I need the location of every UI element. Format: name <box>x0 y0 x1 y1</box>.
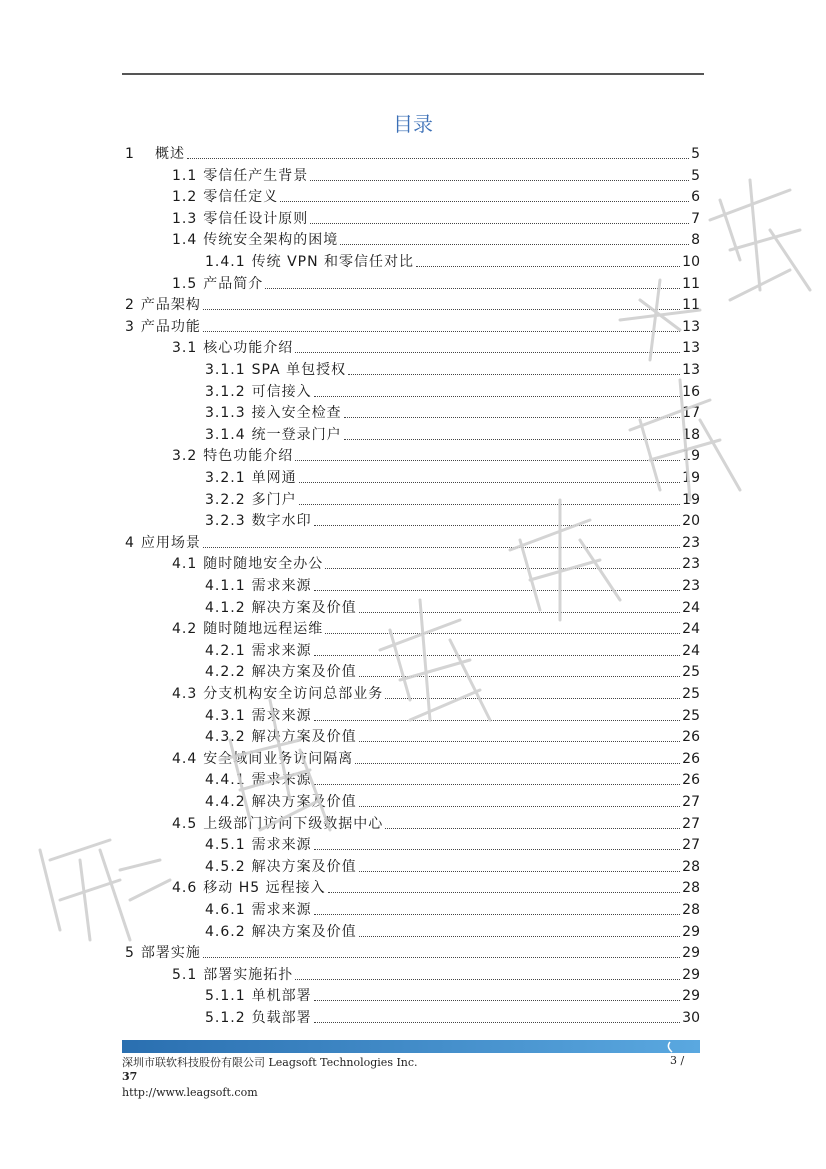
toc-leader-dots <box>265 288 680 289</box>
toc-entry[interactable] <box>205 510 700 530</box>
toc-entry-page: 27 <box>682 837 700 854</box>
toc-entry-label <box>205 404 342 422</box>
toc-entry-number: 4.3.1 <box>205 707 246 724</box>
toc-entry-text: 解决方案及价值 <box>251 599 357 616</box>
toc-entry-label <box>205 771 312 789</box>
toc-entry[interactable] <box>205 424 700 444</box>
toc-entry-number: 3.2 <box>172 448 198 465</box>
toc-entry-label <box>172 275 263 293</box>
toc-entry-number: 1.2 <box>172 189 198 206</box>
toc-leader-dots <box>355 763 680 764</box>
toc-leader-dots <box>314 914 681 915</box>
toc-entry-page: 24 <box>682 642 700 659</box>
toc-leader-dots <box>295 460 680 461</box>
toc-entry[interactable] <box>205 467 700 487</box>
toc-entry-text: 单网通 <box>251 470 297 486</box>
toc-leader-dots <box>314 655 681 656</box>
toc-leader-dots <box>359 612 681 613</box>
header-rule <box>122 73 704 75</box>
footer-url[interactable]: http://www.leagsoft.com <box>122 1086 258 1099</box>
toc-entry-label <box>125 318 201 336</box>
toc-entry-text: 需求来源 <box>251 772 312 789</box>
toc-entry-label <box>205 426 342 444</box>
toc-entry-page: 27 <box>682 794 700 810</box>
toc-entry[interactable] <box>205 705 700 725</box>
toc-entry-page: 6 <box>691 189 700 206</box>
toc-entry-number: 3.1.2 <box>205 383 246 400</box>
toc-entry-label <box>172 167 308 185</box>
toc-entry-text: 需求来源 <box>251 707 312 724</box>
toc-entry-label <box>172 815 383 833</box>
toc-entry-text: 部署实施 <box>140 945 201 962</box>
toc-entry-number: 1.4 <box>172 232 198 249</box>
toc-entry[interactable] <box>172 683 700 703</box>
toc-entry-page: 26 <box>682 772 700 789</box>
toc-leader-dots <box>314 784 681 785</box>
footer-bar <box>122 1040 700 1053</box>
toc-entry-page: 11 <box>682 275 700 292</box>
toc-entry-text: 数字水印 <box>251 513 312 530</box>
toc-entry[interactable] <box>205 402 700 422</box>
toc-entry-text: 解决方案及价值 <box>251 923 357 940</box>
toc-entry[interactable] <box>172 229 700 249</box>
toc-entry-label <box>205 901 312 919</box>
toc-entry-number: 4.5.2 <box>205 858 246 875</box>
toc-entry-text: 需求来源 <box>251 902 312 918</box>
toc-entry-label <box>205 599 357 617</box>
toc-entry[interactable] <box>205 985 700 1005</box>
toc-entry-text: 负载部署 <box>251 1010 312 1026</box>
toc-entry-label <box>205 836 312 854</box>
toc-leader-dots <box>203 331 680 332</box>
toc-entry[interactable] <box>172 618 700 638</box>
toc-entry-page: 13 <box>682 362 700 378</box>
toc-entry-text: 随时随地远程运维 <box>203 621 324 638</box>
toc-entry-number: 4.4 <box>172 750 198 767</box>
toc-entry-page: 29 <box>682 945 700 962</box>
toc-entry-page: 25 <box>682 707 700 724</box>
toc-leader-dots <box>314 720 681 721</box>
toc-entry-text: 安全域间业务访问隔离 <box>203 750 354 767</box>
toc-entry-label <box>205 858 357 876</box>
toc-entry-number: 4.1 <box>172 556 198 573</box>
toc-entry-page: 25 <box>682 686 700 702</box>
toc-entry-number: 4.6.1 <box>205 902 246 918</box>
toc-entry-text: 部署实施拓扑 <box>203 966 294 983</box>
toc-entry-text: 应用场景 <box>140 534 201 551</box>
toc-leader-dots <box>310 180 689 181</box>
toc-entry-text: 随时随地安全办公 <box>203 556 324 573</box>
toc-entry-label <box>125 145 185 163</box>
toc-entry-text: 产品架构 <box>140 297 201 314</box>
toc-entry-page: 16 <box>682 383 700 400</box>
page-title: 目录 <box>393 112 433 136</box>
toc-entry[interactable] <box>125 143 700 163</box>
toc-leader-dots <box>385 828 680 829</box>
toc-entry-number: 4.5 <box>172 815 198 832</box>
toc-entry[interactable] <box>125 532 700 552</box>
toc-leader-dots <box>203 957 680 958</box>
toc-leader-dots <box>348 374 680 375</box>
toc-entry[interactable] <box>172 553 700 573</box>
toc-entry-label <box>172 231 338 249</box>
toc-entry-label <box>205 577 312 595</box>
toc-entry-label <box>125 944 201 962</box>
toc-entry[interactable] <box>172 337 700 357</box>
toc-entry[interactable] <box>205 856 700 876</box>
toc-entry[interactable] <box>172 165 700 185</box>
toc-entry-label <box>205 383 312 401</box>
toc-entry[interactable] <box>205 899 700 919</box>
toc-entry-page: 19 <box>682 448 700 465</box>
toc-leader-dots <box>359 806 681 807</box>
toc-entry-page: 20 <box>682 513 700 530</box>
toc-entry-text: 零信任定义 <box>203 189 279 206</box>
toc-leader-dots <box>203 309 680 310</box>
toc-entry-page: 5 <box>691 146 700 162</box>
toc-entry-number: 5 <box>125 945 135 962</box>
toc-entry-number: 3.2.3 <box>205 513 246 530</box>
toc-entry-label <box>172 966 293 984</box>
toc-entry[interactable] <box>172 748 700 768</box>
toc-entry-text: 解决方案及价值 <box>251 729 357 746</box>
toc-entry-number: 4.5.1 <box>205 837 246 854</box>
toc-entry-label <box>205 987 312 1005</box>
toc-entry[interactable] <box>205 597 700 617</box>
toc-entry-label <box>205 512 312 530</box>
toc-entry-number: 4.6 <box>172 880 198 897</box>
toc-entry-label <box>205 642 312 660</box>
toc-entry-label <box>205 1009 312 1027</box>
toc-leader-dots <box>314 1000 681 1001</box>
toc-entry-page: 29 <box>682 923 700 940</box>
toc-entry-number: 4.4.2 <box>205 794 246 810</box>
toc-entry-text: 解决方案及价值 <box>251 794 357 810</box>
toc-leader-dots <box>359 871 681 872</box>
toc-entry[interactable] <box>205 251 700 271</box>
toc-entry-number: 3.2.2 <box>205 491 246 508</box>
toc-entry-label <box>172 339 293 357</box>
toc-entry-text: 传统安全架构的困境 <box>203 232 339 249</box>
toc-entry-label <box>125 296 201 314</box>
toc-entry-page: 23 <box>682 534 700 551</box>
toc-entry-page: 19 <box>682 491 700 508</box>
toc-entry-text: 单机部署 <box>251 988 312 1005</box>
footer-page-total: 37 <box>122 1070 138 1083</box>
toc-entry-page: 27 <box>682 815 700 832</box>
footer-page-number: 3 / <box>670 1054 685 1067</box>
toc-entry-label <box>205 728 357 746</box>
toc-entry-page: 28 <box>682 902 700 918</box>
toc-entry-text: 接入安全检查 <box>251 405 342 422</box>
toc-entry-number: 5.1.1 <box>205 988 246 1005</box>
toc-entry-label <box>172 447 293 465</box>
toc-entry[interactable] <box>205 489 700 509</box>
toc-leader-dots <box>187 158 689 159</box>
toc-leader-dots <box>280 201 689 202</box>
toc-entry-number: 3.1.1 <box>205 362 246 378</box>
toc-leader-dots <box>314 396 681 397</box>
toc-entry-page: 26 <box>682 729 700 746</box>
toc-entry-page: 28 <box>682 858 700 875</box>
toc-entry-page: 5 <box>691 167 700 184</box>
toc-leader-dots <box>299 504 681 505</box>
toc-entry-page: 17 <box>682 405 700 422</box>
toc-entry[interactable] <box>205 726 700 746</box>
toc-entry-text: 产品功能 <box>140 318 201 335</box>
toc-leader-dots <box>314 1022 681 1023</box>
toc-entry-number: 4.2 <box>172 621 198 638</box>
toc-entry-number: 4.3 <box>172 686 198 702</box>
toc-entry-label <box>205 923 357 941</box>
toc-entry-text: 传统 VPN 和零信任对比 <box>251 254 415 270</box>
toc-entry-number: 1 <box>125 146 135 162</box>
toc-entry-text: 统一登录门户 <box>251 426 342 443</box>
toc-leader-dots <box>328 892 681 893</box>
toc-entry[interactable] <box>172 208 700 228</box>
toc-entry-text: 上级部门访问下级数据中心 <box>203 815 384 832</box>
toc-entry-number: 5.1 <box>172 966 198 983</box>
toc-entry-number: 4.3.2 <box>205 729 246 746</box>
toc-entry-label <box>172 685 383 703</box>
toc-entry-page: 29 <box>682 966 700 983</box>
toc-entry-page: 19 <box>682 470 700 486</box>
toc-entry-label <box>205 253 414 271</box>
toc-entry[interactable] <box>125 942 700 962</box>
toc-entry-text: 解决方案及价值 <box>251 858 357 875</box>
toc-entry-text: 零信任产生背景 <box>203 167 309 184</box>
toc-entry[interactable] <box>125 294 700 314</box>
toc-entry-text: 移动 H5 远程接入 <box>203 880 326 897</box>
toc-leader-dots <box>295 979 680 980</box>
toc-entry-label <box>172 750 353 768</box>
toc-entry-label <box>172 188 278 206</box>
toc-entry-text: 概述 <box>155 146 185 162</box>
toc-entry-page: 28 <box>682 880 700 897</box>
toc-entry-label <box>205 707 312 725</box>
toc-leader-dots <box>416 266 680 267</box>
toc-leader-dots <box>359 676 681 677</box>
toc-entry-label <box>172 210 308 228</box>
toc-leader-dots <box>295 352 680 353</box>
toc-entry-number: 5.1.2 <box>205 1010 246 1026</box>
toc-entry-number: 4.1.2 <box>205 599 246 616</box>
toc-entry-number: 4 <box>125 534 135 551</box>
toc-entry-number: 4.1.1 <box>205 578 246 594</box>
toc-entry-text: 核心功能介绍 <box>203 340 294 357</box>
toc-entry-page: 24 <box>682 599 700 616</box>
toc-entry-label <box>205 793 357 811</box>
toc-entry-number: 4.6.2 <box>205 923 246 940</box>
toc-entry-text: 分支机构安全访问总部业务 <box>203 686 384 702</box>
toc-entry-number: 3.1.4 <box>205 426 246 443</box>
toc-entry-text: 零信任设计原则 <box>203 210 309 227</box>
toc-leader-dots <box>359 936 681 937</box>
toc-entry-number: 3.1 <box>172 340 198 357</box>
toc-entry[interactable] <box>205 1007 700 1027</box>
toc-entry-text: 需求来源 <box>251 837 312 854</box>
toc-entry[interactable] <box>205 381 700 401</box>
toc-entry-page: 29 <box>682 988 700 1005</box>
toc-entry-page: 11 <box>682 297 700 314</box>
toc-entry-text: 多门户 <box>251 491 297 508</box>
toc-entry-page: 30 <box>682 1010 700 1026</box>
toc-entry-number: 3.1.3 <box>205 405 246 422</box>
toc-entry-page: 7 <box>691 210 700 227</box>
toc-entry-label <box>205 361 346 379</box>
toc-entry-text: 需求来源 <box>251 642 312 659</box>
toc-entry[interactable] <box>172 813 700 833</box>
toc-entry-number: 2 <box>125 297 135 314</box>
toc-leader-dots <box>314 590 681 591</box>
toc-entry[interactable] <box>205 359 700 379</box>
toc-entry-page: 13 <box>682 340 700 357</box>
toc-entry[interactable] <box>125 316 700 336</box>
toc-entry-number: 1.4.1 <box>205 254 246 270</box>
toc-entry[interactable] <box>172 186 700 206</box>
toc-entry-page: 13 <box>682 318 700 335</box>
toc-entry[interactable] <box>172 273 700 293</box>
toc-entry-page: 23 <box>682 556 700 573</box>
toc-entry-number: 4.4.1 <box>205 772 246 789</box>
toc-entry[interactable] <box>205 575 700 595</box>
toc-entry[interactable] <box>205 640 700 660</box>
toc-entry-label <box>172 879 326 897</box>
toc-leader-dots <box>359 741 681 742</box>
toc-entry-number: 1.5 <box>172 275 198 292</box>
toc-entry[interactable] <box>172 445 700 465</box>
toc-entry-page: 24 <box>682 621 700 638</box>
toc-leader-dots <box>344 417 681 418</box>
toc-entry-text: 产品简介 <box>203 275 264 292</box>
toc-entry-page: 25 <box>682 664 700 681</box>
toc-entry[interactable] <box>172 964 700 984</box>
toc-entry-label <box>205 663 357 681</box>
toc-entry-label <box>172 620 323 638</box>
toc-leader-dots <box>344 439 681 440</box>
toc-entry-text: 解决方案及价值 <box>251 664 357 681</box>
toc-leader-dots <box>203 547 680 548</box>
toc-entry-page: 18 <box>682 426 700 443</box>
toc-entry-label <box>205 469 297 487</box>
toc-entry-page: 8 <box>691 232 700 249</box>
toc-entry[interactable] <box>172 877 700 897</box>
toc-entry-label <box>205 491 297 509</box>
toc-entry[interactable] <box>205 921 700 941</box>
toc-leader-dots <box>385 698 680 699</box>
toc-entry-page: 23 <box>682 578 700 594</box>
toc-entry-number: 4.2.1 <box>205 642 246 659</box>
toc-leader-dots <box>340 244 689 245</box>
toc-leader-dots <box>314 849 681 850</box>
toc-entry[interactable] <box>205 661 700 681</box>
toc-leader-dots <box>325 568 680 569</box>
toc-entry-text: SPA 单包授权 <box>251 362 347 378</box>
toc-entry-text: 需求来源 <box>251 578 312 594</box>
toc-entry-text: 特色功能介绍 <box>203 448 294 465</box>
toc-leader-dots <box>325 633 680 634</box>
toc-entry-number: 1.1 <box>172 167 198 184</box>
toc-entry-number: 1.3 <box>172 210 198 227</box>
toc-leader-dots <box>310 223 689 224</box>
toc-entry-label <box>172 555 323 573</box>
toc-entry-label <box>125 534 201 552</box>
toc-entry[interactable] <box>205 791 700 811</box>
toc-entry-page: 26 <box>682 750 700 767</box>
toc-entry[interactable] <box>205 834 700 854</box>
toc-entry-page: 10 <box>682 254 700 270</box>
toc-entry-text: 可信接入 <box>251 383 312 400</box>
toc-entry-number: 3 <box>125 318 135 335</box>
toc-leader-dots <box>299 482 681 483</box>
toc-entry-number: 4.2.2 <box>205 664 246 681</box>
toc-entry-number: 3.2.1 <box>205 470 246 486</box>
footer-company: 深圳市联软科技股份有限公司 Leagsoft Technologies Inc. <box>122 1056 418 1069</box>
toc-leader-dots <box>314 525 681 526</box>
toc-entry[interactable] <box>205 769 700 789</box>
